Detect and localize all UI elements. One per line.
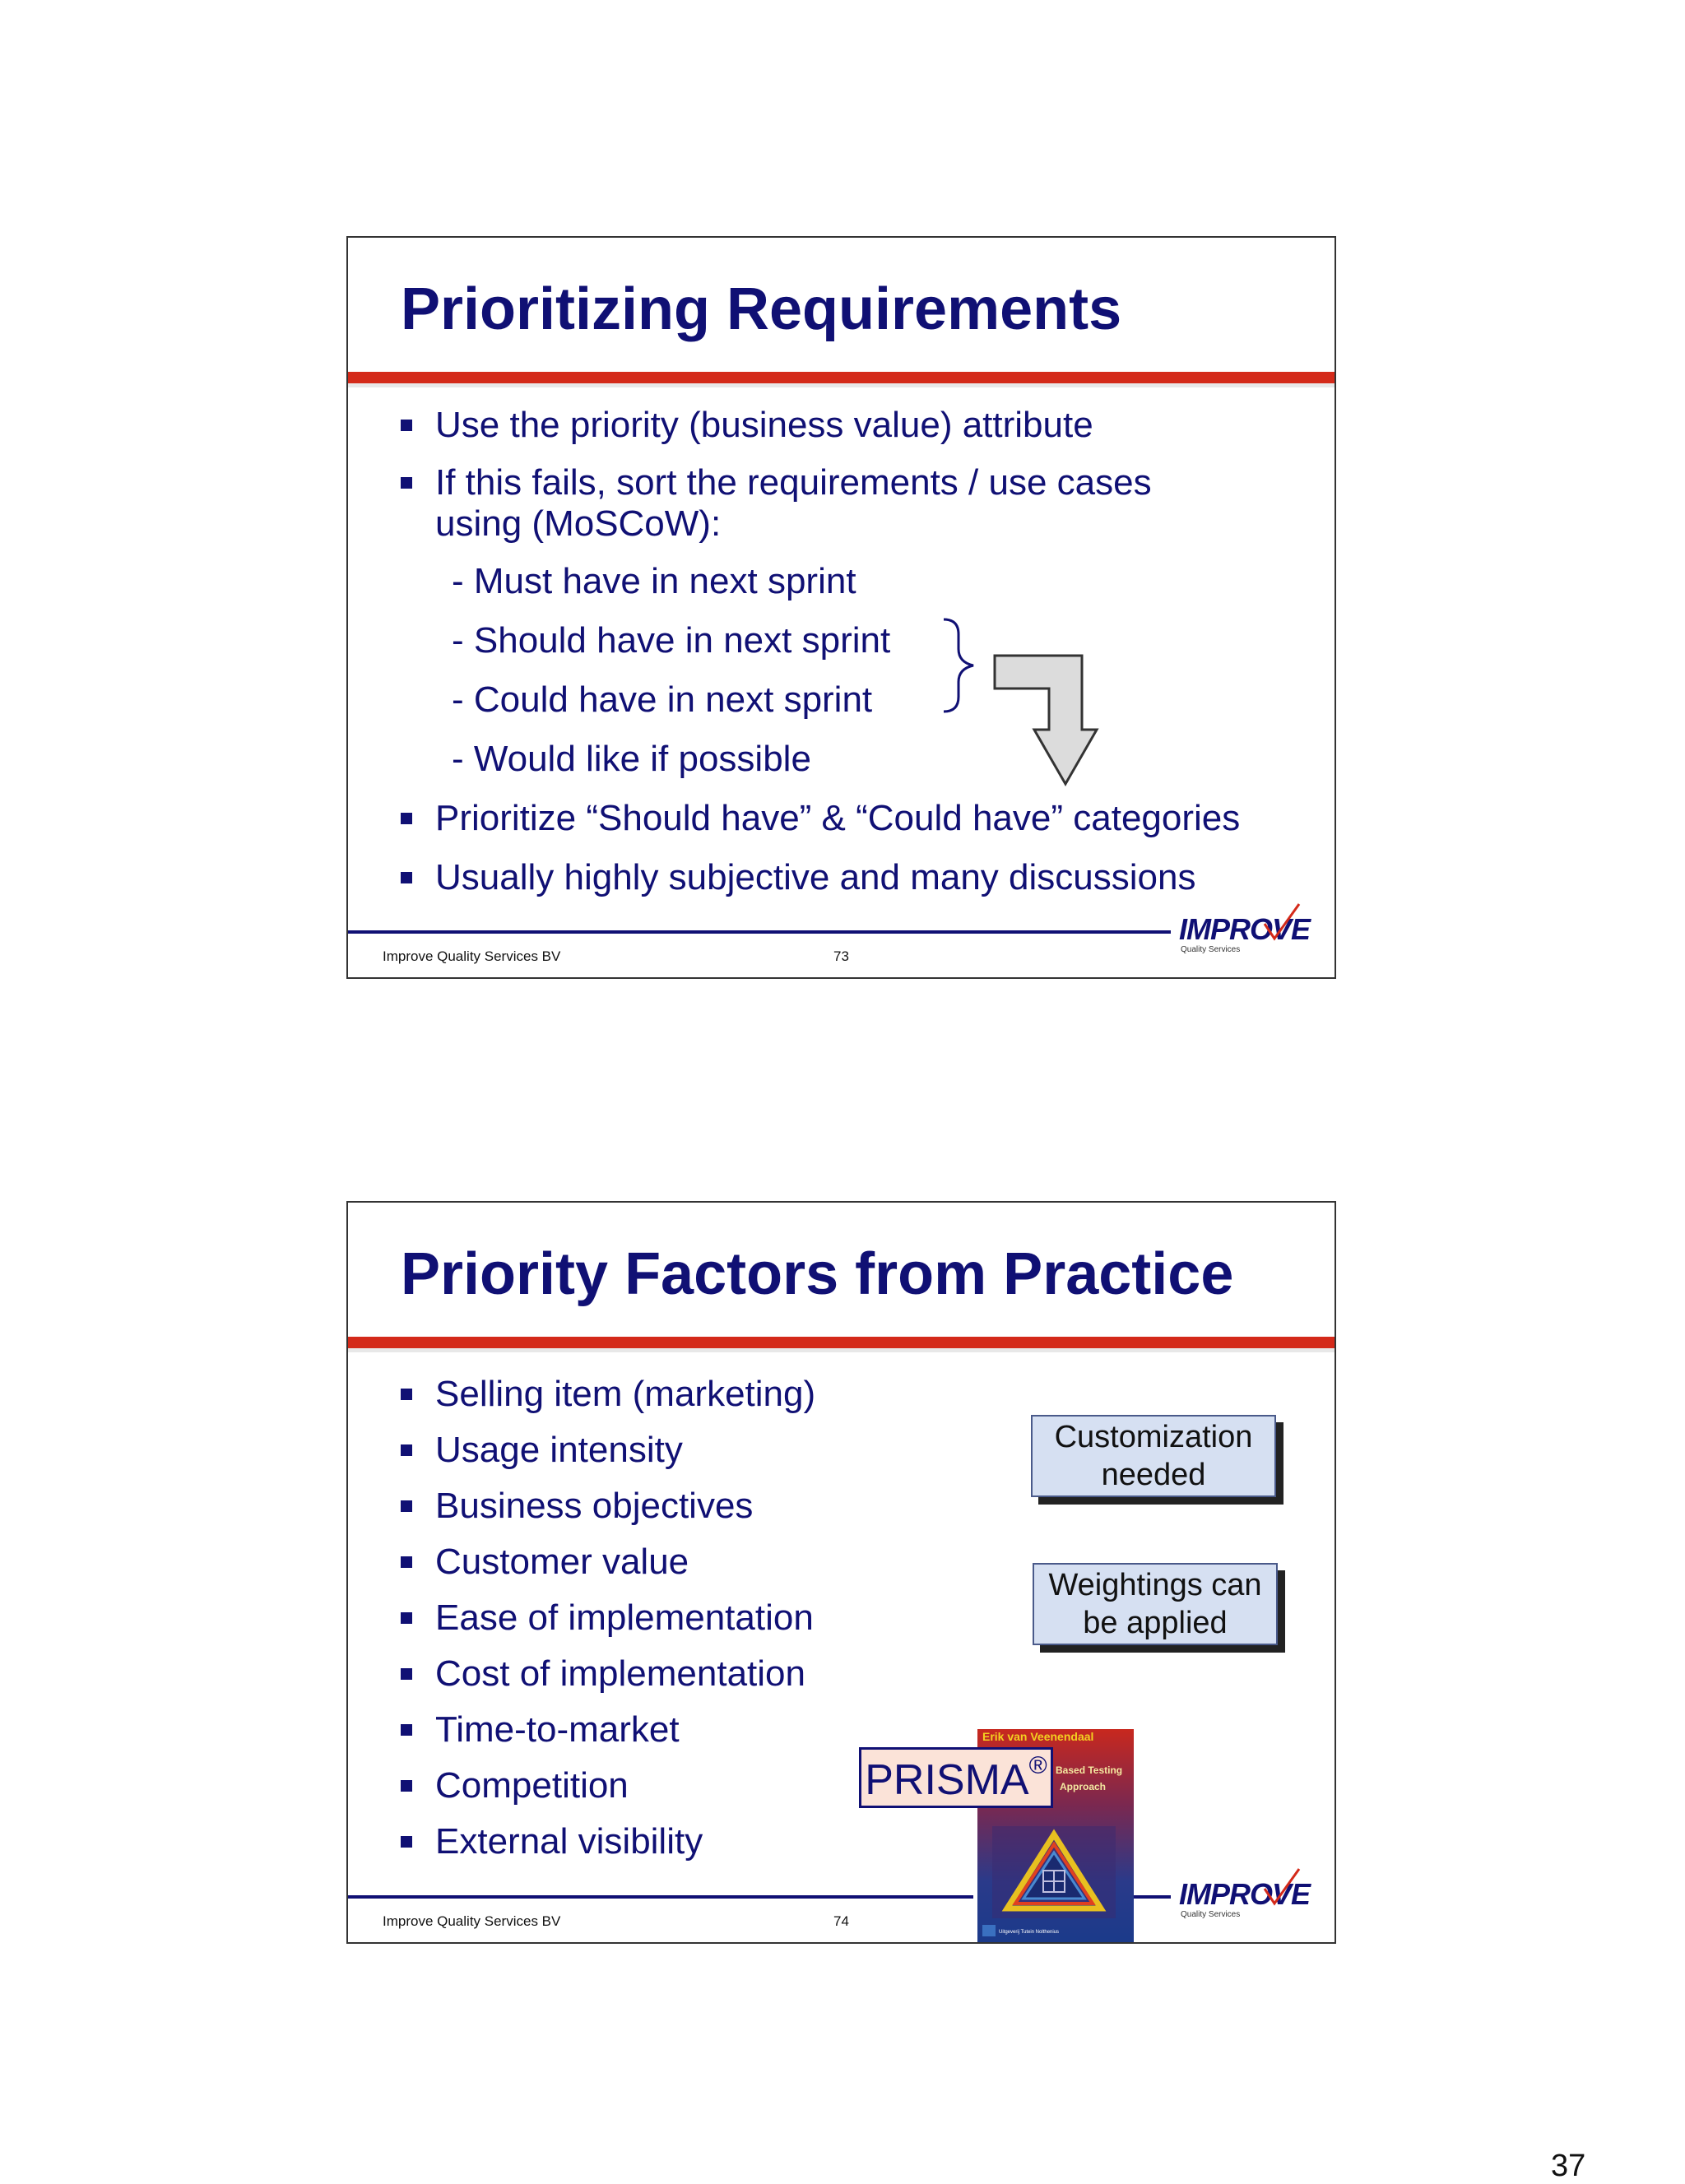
- book-publisher: Uitgeverij Tutein Nolthenius: [999, 1930, 1060, 1935]
- bullet-item: Competition: [401, 1765, 1314, 1806]
- book-title-line1: Based Testing: [1056, 1764, 1123, 1776]
- bullet-item: Business objectives: [401, 1486, 1314, 1527]
- logo-brand: IMPROVE: [1179, 912, 1311, 946]
- book-author: Erik van Veenendaal: [982, 1730, 1094, 1743]
- sub-item-could: - Could have in next sprint: [452, 679, 873, 720]
- bullet-item: Ease of implementation: [401, 1597, 1314, 1639]
- slide-title: Prioritizing Requirements: [401, 276, 1122, 342]
- improve-logo: [1179, 1867, 1311, 1925]
- bullet-list: [401, 405, 1314, 898]
- sub-item-must: - Must have in next sprint: [452, 561, 856, 601]
- slide-number: 74: [833, 1913, 849, 1929]
- logo-brand: IMPROVE: [1179, 1877, 1311, 1911]
- bullet-item: Time-to-market: [401, 1709, 1314, 1750]
- bullet-item: Usage intensity: [401, 1430, 1314, 1471]
- title-divider-shadow: [348, 383, 1335, 387]
- footer-company: Improve Quality Services BV: [383, 1913, 561, 1929]
- callout-customization: Customization needed: [1031, 1415, 1276, 1497]
- footer-line-right: [1134, 1895, 1171, 1899]
- sub-item-would: - Would like if possible: [452, 739, 811, 779]
- bullet-item: Usually highly subjective and many discussions: [401, 857, 1314, 898]
- logo-tagline: Quality Services: [1181, 945, 1241, 954]
- bullet-item: Selling item (marketing): [401, 1374, 1314, 1415]
- bullet-item: Cost of implementation: [401, 1653, 1314, 1695]
- slide-priority-factors: [346, 1201, 1336, 1944]
- footer-line: [348, 930, 1171, 934]
- checkmark-icon: [1261, 902, 1302, 944]
- slide-prioritizing-requirements: [346, 236, 1336, 979]
- book-title-line2: Approach: [1060, 1781, 1107, 1792]
- callout-weightings: Weightings can be applied: [1033, 1563, 1278, 1645]
- slide-number: 73: [833, 948, 849, 964]
- prisma-text: PRISMA: [865, 1756, 1029, 1804]
- bullet-item: External visibility: [401, 1821, 1314, 1862]
- slide-title: Priority Factors from Practice: [401, 1241, 1234, 1307]
- bullet-item: If this fails, sort the requirements / use cases using (MoSCoW):: [401, 462, 1242, 545]
- checkmark-icon: [1261, 1867, 1302, 1908]
- sub-item-should: - Should have in next sprint: [452, 620, 891, 661]
- brace-arrow-icon: [940, 614, 1105, 795]
- bullet-item: Customer value: [401, 1542, 1314, 1583]
- title-divider: [348, 1337, 1335, 1348]
- prisma-label: [859, 1747, 1053, 1808]
- bullet-item: Prioritize “Should have” & “Could have” categories: [401, 798, 1314, 839]
- improve-logo: [1179, 902, 1311, 960]
- bullet-item: Use the priority (business value) attribute: [401, 405, 1314, 446]
- title-divider: [348, 372, 1335, 383]
- title-divider-shadow: [348, 1348, 1335, 1352]
- registered-mark: ®: [1028, 1752, 1047, 1779]
- footer-line: [348, 1895, 973, 1899]
- logo-tagline: Quality Services: [1181, 1910, 1241, 1919]
- footer-company: Improve Quality Services BV: [383, 948, 561, 964]
- page-number: 37: [1551, 2149, 1586, 2183]
